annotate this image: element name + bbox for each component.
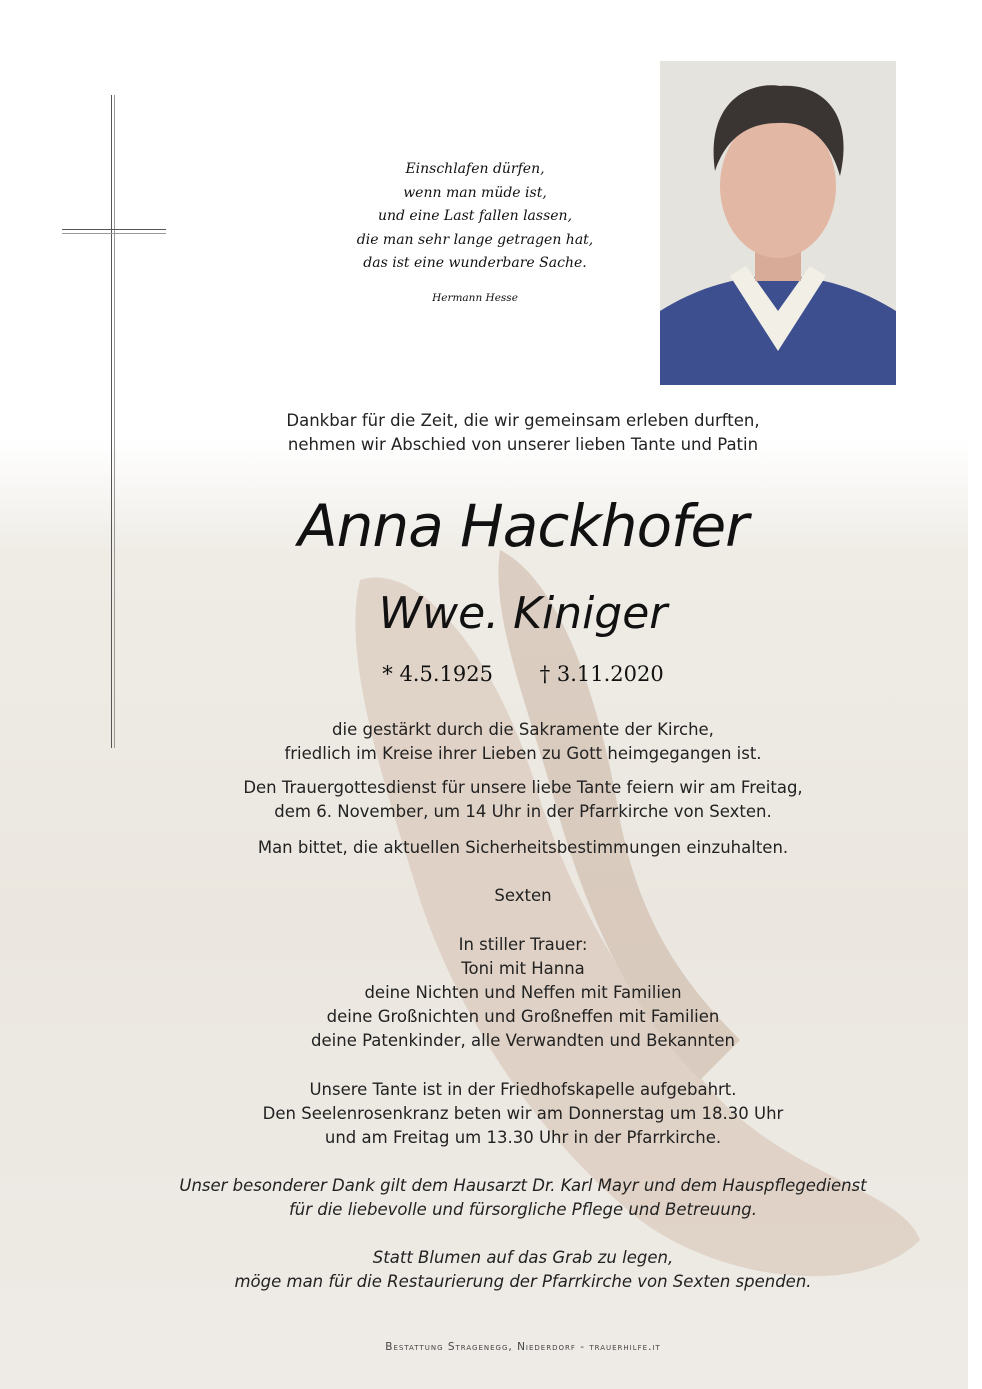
text-line: nehmen wir Abschied von unserer lieben Tante und Patin	[287, 435, 759, 454]
poem-line: das ist eine wunderbare Sache.	[363, 255, 587, 271]
cross-vertical	[111, 95, 115, 748]
deceased-subname: Wwe. Kiniger	[378, 588, 668, 639]
text-line: Den Seelenrosenkranz beten wir am Donnerstag um 18.30 Uhr	[262, 1104, 784, 1123]
intro-text	[180, 409, 866, 457]
text-line: die gestärkt durch die Sakramente der Kirche,	[332, 720, 714, 739]
text-line: Unser besonderer Dank gilt dem Hausarzt Dr. Karl Mayr und dem Hauspflegedienst	[179, 1176, 867, 1195]
sacraments-text	[180, 718, 866, 766]
text-line: Toni mit Hanna	[461, 959, 585, 978]
text-line: und am Freitag um 13.30 Uhr in der Pfarrkirche.	[324, 1128, 722, 1147]
poem-line: die man sehr lange getragen hat,	[356, 231, 594, 248]
safety-text: Man bittet, die aktuellen Sicherheitsbestimmungen einzuhalten.	[257, 838, 789, 857]
text-line: Den Trauergottesdienst für unsere liebe Tante feiern wir am Freitag,	[243, 778, 803, 797]
cross-horizontal	[62, 229, 166, 234]
text-line: Unsere Tante ist in der Friedhofskapelle aufgebahrt.	[309, 1080, 737, 1099]
thanks-text	[150, 1174, 896, 1222]
text-line: deine Großnichten und Großneffen mit Familien	[326, 1007, 720, 1026]
text-line: deine Nichten und Neffen mit Familien	[364, 983, 682, 1002]
text-line: für die liebevolle und fürsorgliche Pflege und Betreuung.	[288, 1200, 758, 1219]
poem	[330, 158, 620, 276]
deceased-name: Anna Hackhofer	[298, 492, 748, 560]
mourners-list	[180, 933, 866, 1053]
text-line: friedlich im Kreise ihrer Lieben zu Gott heimgegangen ist.	[284, 744, 762, 763]
birth-date: * 4.5.1925	[382, 662, 493, 686]
text-line: Dankbar für die Zeit, die wir gemeinsam erleben durften,	[286, 411, 760, 430]
portrait-photo	[660, 61, 896, 385]
text-line: dem 6. November, um 14 Uhr in der Pfarrkirche von Sexten.	[274, 802, 772, 821]
poem-line: Einschlafen dürfen,	[405, 161, 545, 177]
service-text	[180, 776, 866, 824]
text-line: Statt Blumen auf das Grab zu legen,	[372, 1248, 674, 1267]
text-line: In stiller Trauer:	[458, 935, 588, 954]
text-line: möge man für die Restaurierung der Pfarrkirche von Sexten spenden.	[234, 1272, 812, 1291]
text-line: deine Patenkinder, alle Verwandten und Bekannten	[311, 1031, 735, 1050]
life-dates	[180, 662, 866, 686]
death-date: † 3.11.2020	[539, 662, 664, 686]
donation-text	[180, 1246, 866, 1294]
wake-text	[180, 1078, 866, 1150]
footer-funeral-home: Bestattung Stragenegg, Niederdorf - trauerhilfe.it	[385, 1341, 661, 1353]
poem-line: wenn man müde ist,	[403, 184, 547, 201]
place-text: Sexten	[494, 886, 552, 905]
poem-line: und eine Last fallen lassen,	[377, 208, 573, 224]
poem-author: Hermann Hesse	[432, 292, 518, 304]
